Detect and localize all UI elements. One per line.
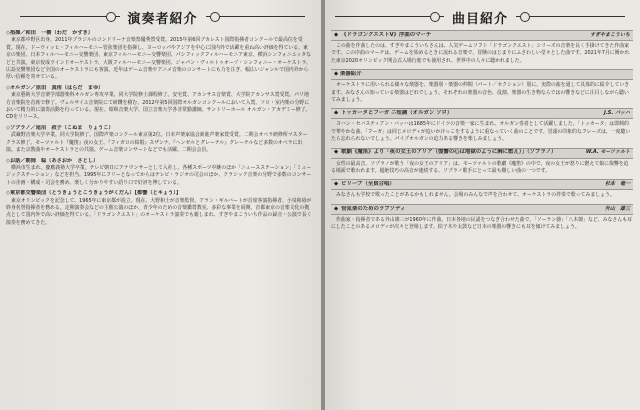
program-entry-instruments — [331, 69, 633, 104]
left-title-bar — [20, 6, 305, 28]
right-title-bar — [335, 6, 625, 28]
composer-name: J.S. バッハ — [603, 110, 630, 117]
performer-entry-orchestra — [6, 190, 312, 227]
composer-name: W.A. モーツァルト — [585, 149, 630, 156]
piece-title: 管弦楽のためのラプソディ — [341, 205, 406, 212]
piece-description: オーケストラに用いられる様々な楽器を、楽器別・楽器の仲間（パート／セクション）別に、実際の曲を通して具体的に紹介していきます。みなさんの知っている楽器はどれでしょう。それぞれの楽器の音色、役割、楽器の生き物ならではの響きなどに注目しながら聴いてみましょう。 — [331, 82, 630, 104]
performer-heading: ◇お話／朝岡 聡（あさおか さとし） — [6, 157, 99, 164]
program-heading — [331, 204, 633, 215]
program-heading — [331, 108, 633, 119]
performer-entry-conductor — [6, 30, 312, 82]
piece-title: 歌劇《魔笛》より「夜の女王のアリア（復讐の心は地獄のように胸に燃え）」（ソプラノ） — [341, 149, 557, 156]
bullet-icon: ◆ — [334, 205, 339, 212]
piece-description: 作曲家・指揮者である外山雄三が1960年に作曲。日本各地の民謡をつなぎ合わせた曲で、「ソーラン節」「八木節」など、みなさんも耳にしたことのあるメロディが次々と登場します。拍子木や太鼓など日本の楽器の響きにも耳を傾けてみましょう。 — [331, 216, 632, 231]
title-ornament-left — [20, 12, 120, 22]
bullet-icon: ◆ — [334, 149, 339, 156]
program-entry-believe — [331, 179, 633, 199]
performer-bio: 東京都中野区出身。2011年ブラジルのコンドリーナ音楽祭優秀賞受賞。2015年第6回ブカレスト国際指揮者コンクールで最高位を受賞。現在、ドーウィッヒ・フィルハーモニー管弦楽団を指揮し、ヨーロッパやアジアを中心に国内外で活躍を重ね高い評価を得ている。東京の楽団、日本フィルハーモニー交響楽団、東京フィルハーモニー交響楽団、パシフィックフィルハーモニア東京、横浜シンフォニエッタなどと共演。東京佼成ウインドオーケストラ、大阪フィルハーモニー交響楽団、ジャパン・ヴィルトゥオーゾ・シンフォニー・オーケストラ、広島交響楽団など全国のオーケストラにも客演。近年はゲーム音楽やアニメ音楽のコンサートにも力を注ぎ、幅広いジャンルで国内外から厚い信頼を寄せている。 — [6, 37, 312, 81]
program-entry-rhapsody — [331, 204, 633, 232]
page-title-performers: 演奏者紹介 — [127, 11, 198, 27]
title-ornament-right — [516, 12, 625, 22]
performers-list — [6, 30, 312, 230]
performer-entry-narrator — [6, 158, 312, 188]
program-list — [331, 30, 633, 236]
performer-bio: 東京オリンピックを記念して、1965年に東京都が設立。現在、大野和士が音楽監督、アラン・ギルバートが首席客演指揮者、小泉和裕が終身名誉指揮者を務める。定期演奏会などの主催公演のほか、青少年のための音楽鑑賞教室、多彩な事業を展開。首都東京の音楽文化の拠点として国内外で高い評価を得ている。「ドラゴンクエスト」のオーケストラ演奏でも親しまれ、すぎやまこういち作品の録音・公演で長く演奏を務めてきた。 — [6, 197, 312, 226]
piece-description: ヨハン・セバスティアン・バッハは1685年にドイツの音楽一家に生まれ、オルガン奏者として活躍しました。「トッカータ」は即興的で華やかな曲、「フーガ」は同じメロディが追いかけっこをするように重なっていく曲のことです。冒頭の印象的なフレーズは、一度聴いたら忘れられないでしょう。パイプオルガンの迫力ある響きを楽しみましょう。 — [331, 121, 631, 143]
piece-title: ◆ 楽器紹介 — [334, 71, 362, 78]
composer-name: 杉本 竜一 — [604, 181, 630, 188]
piece-title: ビリーブ（全員合唱） — [341, 181, 395, 188]
bullet-icon: ◆ — [334, 181, 339, 188]
performer-heading: ◇指揮／和田 一樹（わだ かずき） — [6, 30, 93, 36]
title-ornament-left — [335, 12, 444, 22]
performer-heading: ◇東京都交響楽団（とうきょうとこうきょうがくだん）【都響（とキょう）】 — [6, 190, 182, 197]
program-heading — [331, 179, 633, 190]
program-entry-magic-flute — [331, 148, 633, 176]
piece-description: この曲を作曲したのは、すぎやまこういちさんは、人気ゲームソフト「ドラゴンクエスト」シリーズの音楽を長く手掛けてきた作曲家です。この序曲のマーチは、ゲームを始めるときに流れる音楽で、冒険のはじまりにふさわしい堂々とした曲です。2021年7月に開かれた東京2020オリンピック開会式入場行進でも使用され、世界中の人々に聴かれました。 — [331, 43, 630, 64]
composer-name: 外山 雄三 — [604, 205, 630, 212]
performer-bio: 東京藝術大学音楽学部器楽科オルガン専攻卒業、同大学院修士課程修了。安宅賞、アカンサス音楽賞、大学院アカンサス賞受賞。パリ地方音楽院を首席で修了。ヴェルサイユ音楽院にて研鑽を積む。2012年第5回国際オルガンコンクールにおいて入賞。ソロ・室内楽の分野において精力的に演奏活動を行っている。現在、昭和音楽大学、国立音楽大学各非常勤講師。サントリーホール オルガン・アカデミー修了。CDをリリース。 — [6, 92, 311, 121]
performer-heading: ◇オルガン／原田 真侑（はらだ まゆ） — [6, 84, 104, 91]
performer-entry-organ — [6, 85, 312, 122]
performer-bio: 横浜市生まれ。慶應義塾大学卒業。テレビ朝日にアナウンサーとして入社し、各種スポーツ中継のほか「ニュースステーション」「ミュージックステーション」などを担当。1995年にフリーとなってからはテレビ・ラジオの司会のほか、クラシック音楽の分野で多数のコンサートの企画・構成・司会を務め、楽しく分かりやすい語り口で好評を博している。 — [6, 164, 312, 186]
performer-bio: 武蔵野音楽大学卒業。同大学院修了。国際声楽コンクール東京第2位。日本声楽家協会新進声楽家賞受賞。二期会オペラ研修所マスタークラス修了。モーツァルト『魔笛』夜の女王、『フィガロの結婚』スザンナ、『ヘンゼルとグレーテル』グレーテルなど多数のオペラに出演。また宗教曲やオーケストラとの共演、ゲーム音楽コンサートなどでも活躍。二期会会員。 — [6, 132, 308, 154]
program-heading — [331, 30, 633, 41]
bullet-icon: ◆ — [334, 31, 339, 38]
program-heading — [331, 148, 633, 159]
bullet-icon: ◆ — [334, 110, 339, 117]
program-entry-toccata — [331, 108, 633, 143]
program-entry-overture — [331, 30, 633, 65]
right-page — [325, 0, 640, 410]
performer-heading: ◇ソプラノ／尾沼 叔子（こぬま りょうこ） — [6, 124, 114, 131]
piece-description: 女性の最高音、ソプラノが歌う「夜の女王のアリア」は、モーツァルトの歌劇《魔笛》の中で、夜の女王が怒りに燃えて娘に復讐を迫る場面で歌われます。超絶技巧の高音が連続する、ソプラノ歌手にとって最も難しい曲の一つです。 — [331, 160, 629, 175]
piece-title: トッカータとフーガ ニ短調（オルガン ソロ） — [341, 110, 453, 117]
piece-description: みなさんも学校で歌ったことがあるかもしれません。会場のみんなで声を合わせて、オーケストラの伴奏で歌ってみましょう。 — [336, 192, 615, 199]
program-heading — [331, 69, 633, 80]
performer-entry-soprano — [6, 125, 312, 155]
title-ornament-right — [206, 12, 306, 22]
composer-name: すぎやまこういち — [589, 31, 630, 38]
piece-title: 《ドラゴンクエストⅤ》序曲のマーチ — [341, 31, 432, 38]
page-title-program: 曲目紹介 — [452, 11, 509, 27]
